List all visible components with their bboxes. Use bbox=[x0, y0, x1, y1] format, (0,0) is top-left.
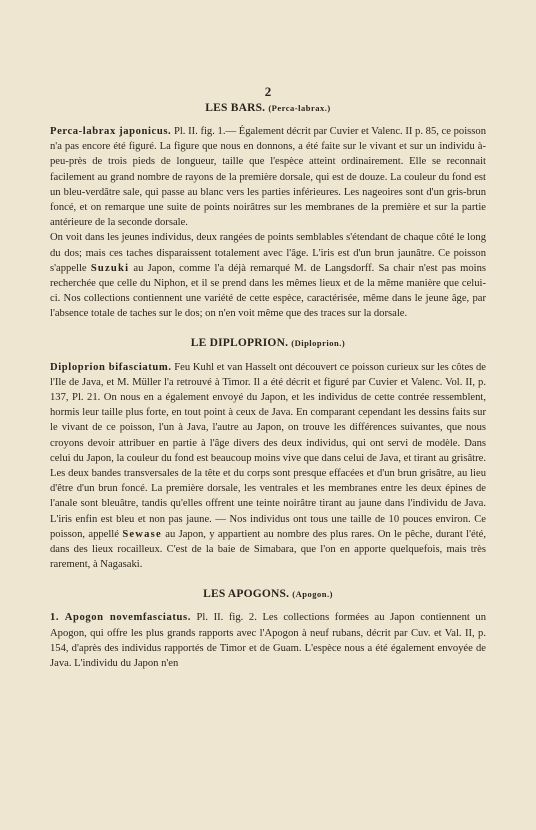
paragraph-text: Feu Kuhl et van Hasselt ont découvert ce poisson curieux sur les côtes de l'Ile de Java, et M. Müller l'a retrouvé à Timor. Il a été décrit et figuré par Cuvier et Valenc. Vol. II, p. 137, Pl. 21. On nous en a également envoyé du Japon, et les individus de cette contrée ressemblent, hormis leur taille plus forte, en tout point à ceux de Java. En comparant cependant les dessins faits sur le vivant de ce poisson, l'un à Java, l'autre au Japon, on trouve les différences suivantes, que nous croyons devoir attribuer en partie à l'âge divers des deux individus, qui ont servi de modèle. Dans celui du Japon, la couleur du fond est beaucoup moins vive que dans celui de Java, et tirant au grisâtre. Les deux bandes transversales de la tête et du corps sont presque effacées et d'un brun grisâtre, au lieu d'être d'un brun foncé. La première dorsale, les ventrales et les membranes entre les deux épines de l'anale sont bleuâtre, tandis qu'elles offrent une teinte noirâtre tirant au jaune dans l'individu de Java. L'iris enfin est bleu et non pas jaune. — Nos individus ont tous une taille de 10 pouces environ. Ce poisson, appellé bbox=[50, 361, 486, 540]
heading-abbr: (Diploprion.) bbox=[291, 337, 346, 348]
paragraph-young-individuals bbox=[50, 230, 486, 321]
paragraph-text: au Japon, y appartient au nombre des plus rares. On le pêche, durant l'été, dans des lieux rocailleux. C'est de la baie de Simabara, que l'on en apporte quelquefois, mais très rarement, à Nagasaki. bbox=[50, 528, 486, 571]
heading-text: LES APOGONS. bbox=[203, 588, 290, 601]
section-heading-apogons bbox=[50, 588, 486, 600]
heading-text: LE DIPLOPRION. bbox=[190, 336, 289, 349]
section-heading-diploprion bbox=[50, 337, 486, 349]
section-heading-bars bbox=[50, 102, 486, 114]
species-name: Perca-labrax japonicus. bbox=[50, 126, 172, 137]
heading-abbr: (Apogon.) bbox=[292, 589, 333, 600]
japanese-name: Sewase bbox=[122, 528, 162, 540]
paragraph-perca-labrax bbox=[50, 124, 486, 230]
paragraph-text: au Japon, comme l'a déjà remarqué M. de Langsdorff. Sa chair n'est pas moins recherchée que celle du Niphon, et il se prend dans les mêmes lieux et de la même manière que celui-ci. Nos collections contiennent une variété de cette espèce, caractérisée, même dans le jeune âge, par l'absence totale de taches sur le dos; on n'en voit même que des traces sur la dorsale. bbox=[50, 262, 486, 320]
japanese-name: Suzuki bbox=[90, 262, 130, 274]
page-number: 2 bbox=[264, 84, 272, 99]
species-name: Diploprion bifasciatum. bbox=[50, 361, 172, 373]
paragraph-diploprion bbox=[50, 360, 486, 573]
heading-abbr: (Perca-labrax.) bbox=[268, 103, 331, 113]
species-name: 1. Apogon novemfasciatus. bbox=[50, 612, 191, 624]
heading-text: LES BARS. bbox=[205, 102, 266, 114]
paragraph-text: On voit dans les jeunes individus, deux rangées de points semblables s'étendant de chaque côté le long du dos; mais ces taches disparaissent totalement avec l'âge. L'iris est d'un brun jaunâtre. Ce poisson s'appelle bbox=[50, 232, 486, 274]
paragraph-apogon bbox=[50, 610, 486, 671]
paragraph-text: Pl. II. fig. 1.— Également décrit par Cuvier et Valenc. II p. 85, ce poisson n'a pas encore été figuré. La figure que nous en donnons, a été faite sur le vivant et sur un individu à-peu-près de trois pieds de longueur, taille que l'espèce atteint ordinairement. Elle se reconnait facilement au grand nombre de rayons de la première dorsale, qui est de douze. La couleur du fond est un bleu-verdâtre sale, qui passe au blanc vers les parties inférieures. Les nageoires sont d'un gris-brun foncé, et on remarque une suite de points noirâtres sur les membranes de la première et sur la partie antérieure de la seconde dorsale. bbox=[50, 126, 486, 229]
paragraph-text: Pl. II. fig. 2. Les collections formées au Japon contiennent un Apogon, qui offre les plus grands rapports avec l'Apogon à neuf rubans, décrit par Cuv. et Val. II, p. 154, d'après des individus rapportés de Timor et de Guam. L'espèce nous a été également envoyée de Java. L'individu du Japon n'en bbox=[50, 612, 486, 670]
